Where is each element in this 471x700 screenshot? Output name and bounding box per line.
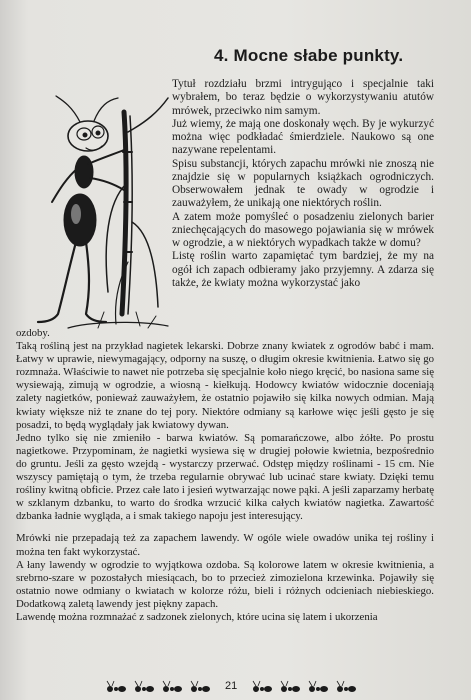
page-number: 21	[225, 680, 238, 692]
page-footer	[104, 678, 364, 698]
right-column-text	[172, 78, 434, 290]
paragraph: Jedno tylko się nie zmieniło - barwa kwiatów. Są pomarańczowe, albo żółte. Po prostu nagietkowe. Przypominam, że nagietki wysiewa się w drugiej połowie kwietnia, bezpośrednio do gruntu. Jeśli za gęsto wzejdą - wystarczy przerwać. Odstęp między roślinami - 15 cm. Nie wszyscy pamiętają o tym, że trzeba regularnie obrywać lub ucinać stare kwiaty. Dzięki temu rośliny kwitną obficie. Przez całe lato i jesień wytwarzając nowe pąki. A jeśli zaparzamy herbatę w szklanym dzbanku, to warto do środka wrzucić kilka całych kwiatów nagietka. Zawartość dzbanka ładnie wygląda, a i smak takiego napoju jest interesujący.	[16, 431, 434, 523]
paragraph: Taką rośliną jest na przykład nagietek lekarski. Dobrze znany kwiatek z ogrodów babć i mam. Łatwy w uprawie, niewymagający, odporny na suszę, o długim okresie kwitnienia. Łatwo się go rozmnaża. Właściwie to nawet nie potrzeba się specjalnie koło niego kręcić, bo nasiona same się wysiewają, zimują w ogrodzie, a wiosną - kiełkują. Hodowcy kwiatów widocznie doceniają zalety nagietków, ponieważ zauważyłem, że ostatnio pojawiło się kilka nowych odmian. Mają kwiaty większe niż te znane do tej pory. Niektóre odmiany są karłowe więc jeśli gęsto je się posadzi, to będą wyglądały jak kwiatowy dywan.	[16, 340, 434, 431]
ant-illustration	[28, 92, 174, 336]
ant-border-right-icon	[250, 680, 362, 696]
paragraph: Lawendę można rozmnażać z sadzonek zielonych, które ucina się latem i ukorzenia	[16, 610, 378, 623]
chapter-title: 4. Mocne słabe punkty.	[214, 46, 404, 65]
paragraph: Spisu substancji, których zapachu mrówki nie znoszą nie znajdzie się w popularnych książkach ogrodniczych. Obserwowałem jednak te owady w ogrodzie i zauważyłem, że unikają one niektórych roślin.	[172, 157, 434, 210]
paragraph: ozdoby.	[16, 327, 50, 339]
paragraph: Tytuł rozdziału brzmi intrygująco i specjalnie taki wybrałem, bo teraz będzie o wykorzystywaniu atutów mrówek, przeciwko nim samym.	[172, 78, 434, 117]
full-width-text	[16, 327, 434, 624]
paragraph: Już wiemy, że mają one doskonały węch. By je wykurzyć można więc podkładać śmierdziele. Naukowo są one nazywane repelentami.	[172, 117, 434, 157]
paragraph: A łany lawendy w ogrodzie to wyjątkowa ozdoba. Są kolorowe latem w okresie kwitnienia, a srebrno-szare w pozostałych miesiącach, bo to przecież zimozielona krzewinka. Pojawiły się ostatnio nowe odmiany o kwiatach w kolorze różu, bieli i różnych odcieniach niebieskiego. Dodatkową zaletą lawendy jest piękny zapach.	[16, 558, 434, 610]
ant-border-left-icon	[104, 680, 216, 696]
paragraph: A zatem może pomyśleć o posadzeniu zielonych barier zniechęcających do masowego pojawiania się w mrówek w ogrodzie, a w niektórych wypadkach także w domu?	[172, 210, 434, 249]
paragraph: Mrówki nie przepadają też za zapachem lawendy. W ogóle wiele owadów unika tej rośliny i można ten fakt wykorzystać.	[16, 532, 434, 558]
paragraph: Listę roślin warto zapamiętać tym bardziej, że my na ogół ich zapach odbieramy jako przyjemny. A zdarza się także, że kwiaty można wykorzystać jako	[172, 250, 434, 289]
